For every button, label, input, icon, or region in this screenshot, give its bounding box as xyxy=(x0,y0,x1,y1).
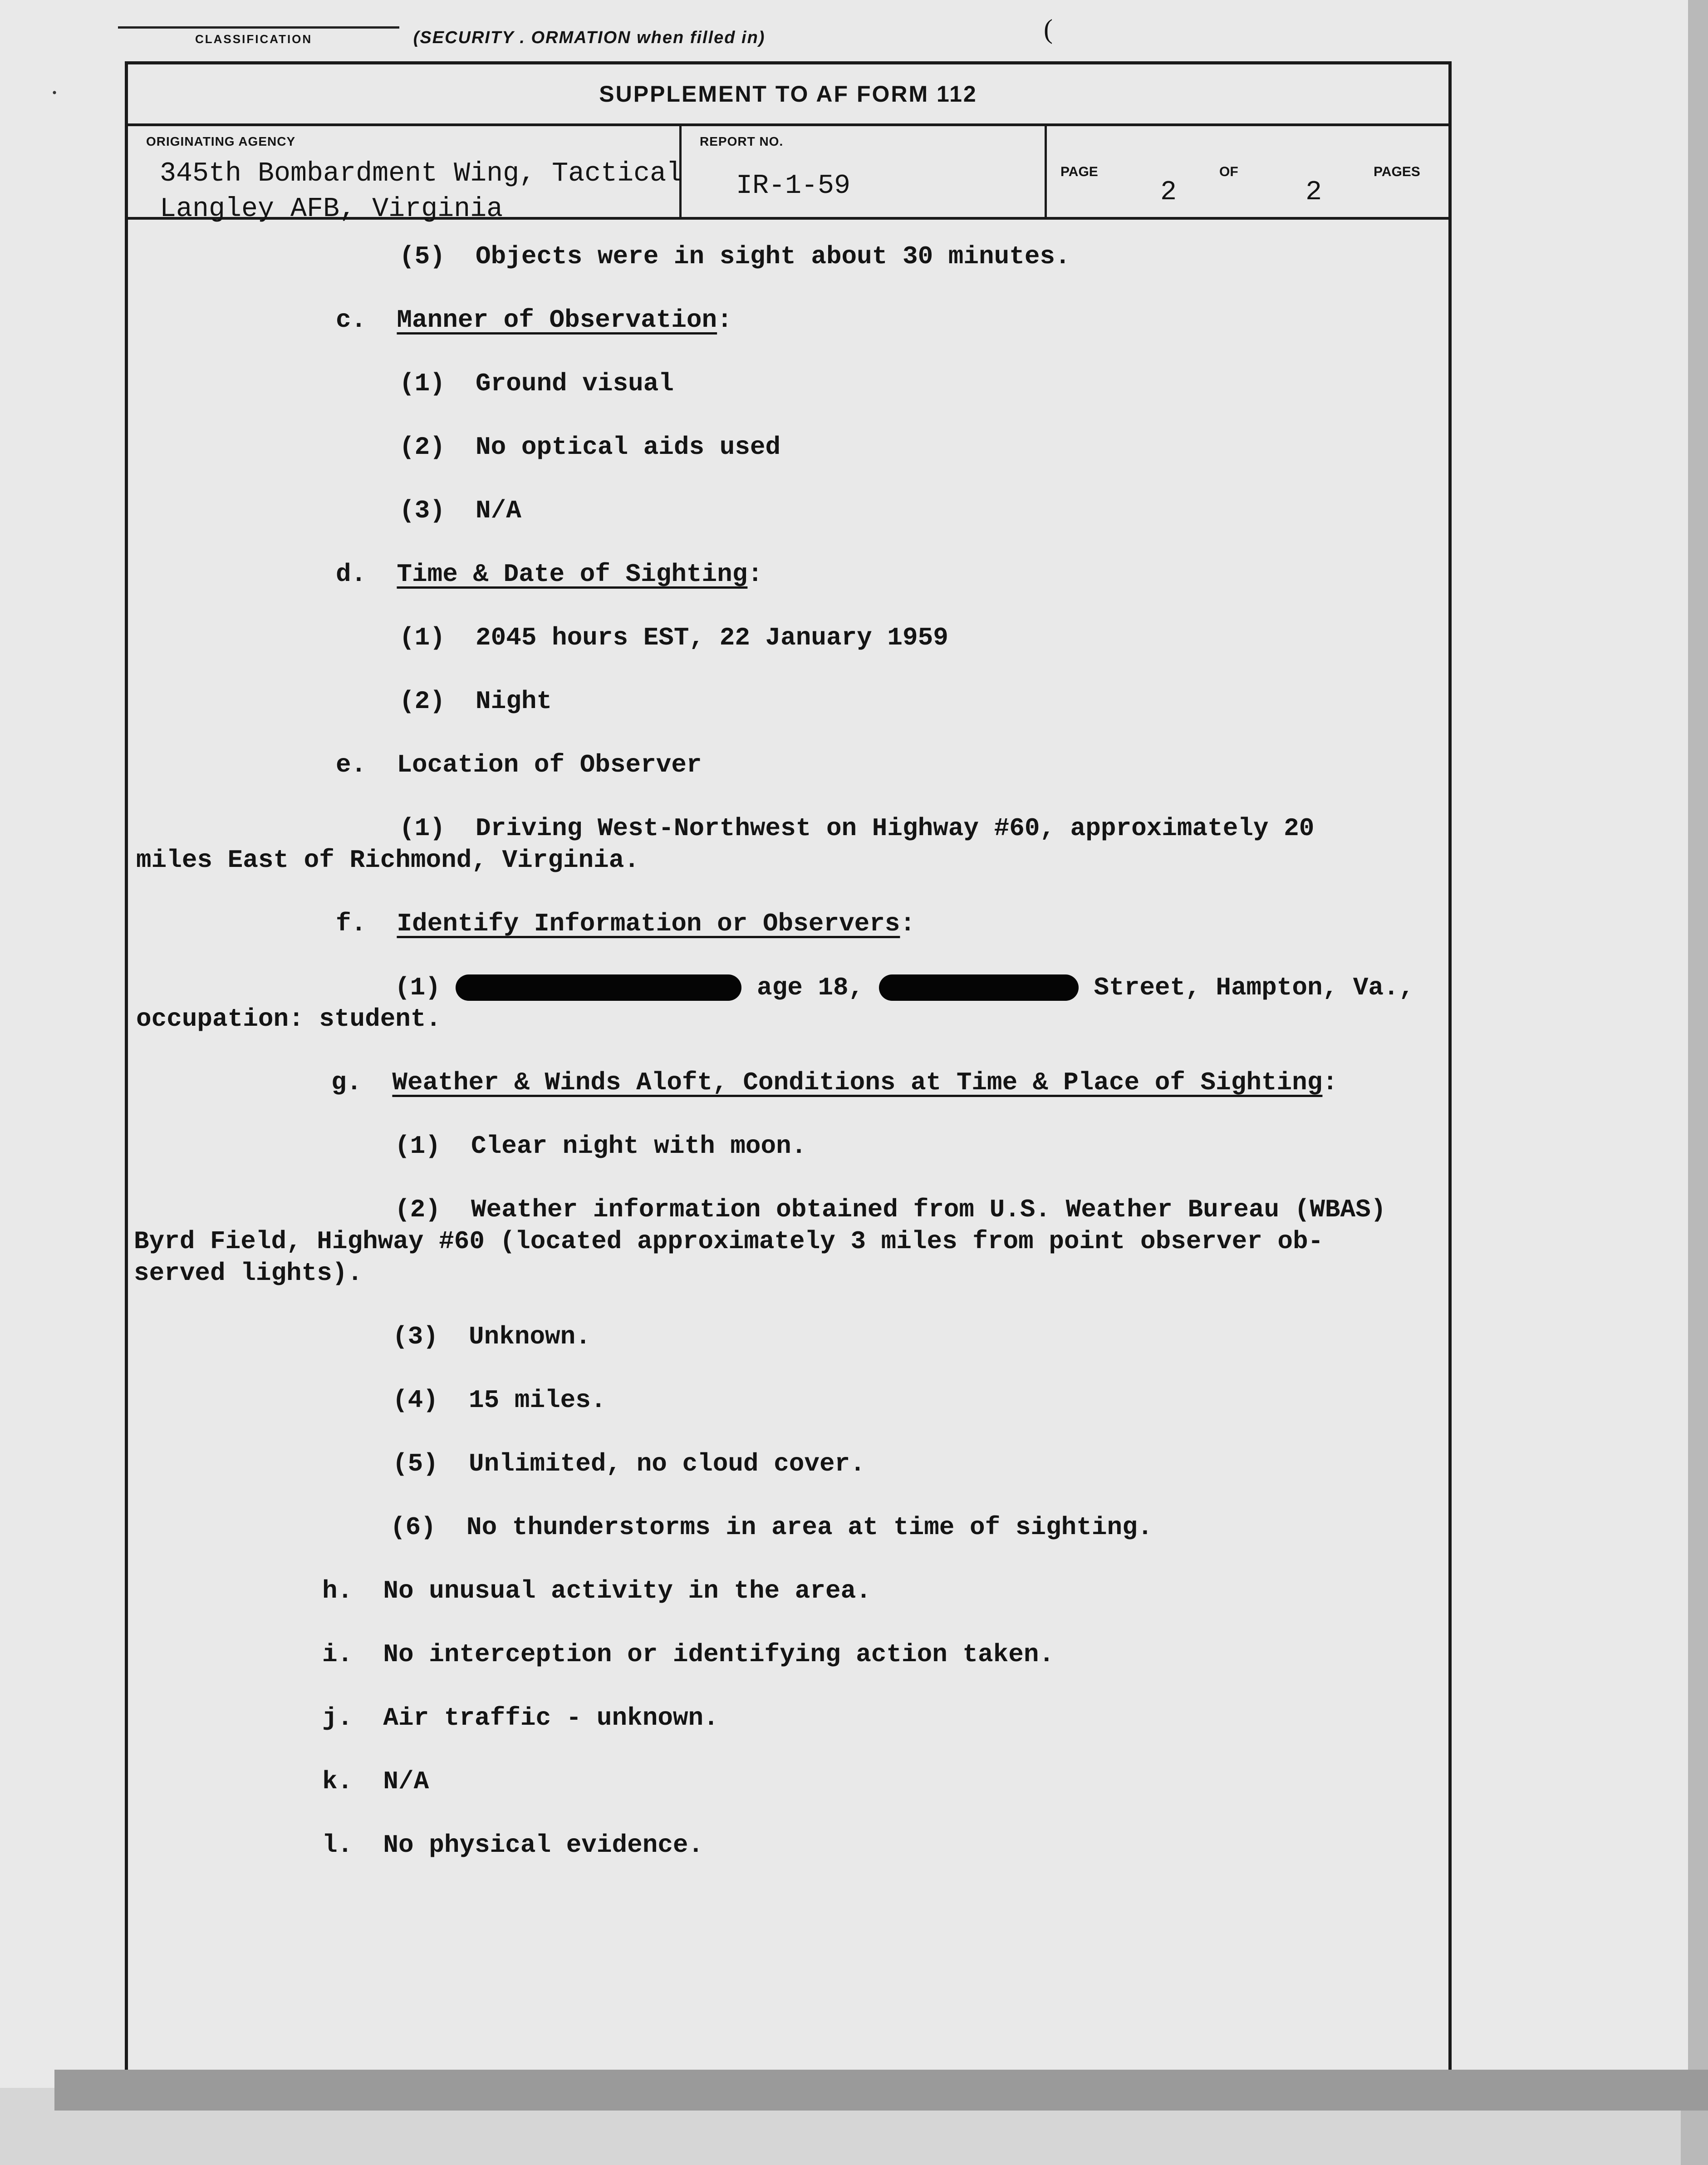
item-f1-street: Street, Hampton, Va., xyxy=(1094,973,1414,1002)
item-c3: (3) N/A xyxy=(399,496,521,525)
item-k: k. N/A xyxy=(322,1767,429,1796)
item-f1-age: age 18, xyxy=(757,973,864,1002)
item-e1-line1: (1) Driving West-Northwest on Highway #60, approximately 20 xyxy=(399,814,1315,843)
item-f1-line2: occupation: student. xyxy=(136,1004,442,1033)
stray-mark-left: · xyxy=(50,78,59,108)
section-d-heading: d. Time & Date of Sighting: xyxy=(336,560,763,589)
pages-label: PAGES xyxy=(1374,164,1420,179)
item-e1-line2: miles East of Richmond, Virginia. xyxy=(136,846,639,875)
item-d2: (2) Night xyxy=(399,687,552,716)
agency-line-1: 345th Bombardment Wing, Tactical xyxy=(160,158,683,189)
section-c-title: Manner of Observation xyxy=(397,305,717,335)
item-g1: (1) Clear night with moon. xyxy=(395,1132,807,1161)
item-g3: (3) Unknown. xyxy=(393,1322,591,1351)
item-g5: (5) Unlimited, no cloud cover. xyxy=(393,1449,865,1478)
section-g-letter: g. xyxy=(331,1068,393,1097)
item-g2-line1: (2) Weather information obtained from U.S. Weather Bureau (WBAS) xyxy=(395,1195,1386,1224)
item-h: h. No unusual activity in the area. xyxy=(322,1576,871,1605)
item-j: j. Air traffic - unknown. xyxy=(322,1703,719,1732)
form-title: SUPPLEMENT TO AF FORM 112 xyxy=(128,64,1448,126)
item-g2-line2: Byrd Field, Highway #60 (located approximately 3 miles from point observer ob- xyxy=(134,1227,1324,1256)
section-g-title: Weather & Winds Aloft, Conditions at Time & Place of Sighting xyxy=(392,1068,1323,1097)
section-d-title: Time & Date of Sighting xyxy=(397,560,748,589)
originating-agency-value xyxy=(160,156,682,227)
section-e-heading: e. Location of Observer xyxy=(336,750,702,779)
security-note: (SECURITY . ORMATION when filled in) xyxy=(413,28,766,47)
security-header xyxy=(195,28,765,48)
total-pages: 2 xyxy=(1306,177,1322,208)
section-f-heading: f. Identify Information or Observers: xyxy=(336,909,916,938)
redacted-address xyxy=(879,974,1079,1001)
section-g-heading: g. Weather & Winds Aloft, Conditions at Time & Place of Sighting: xyxy=(331,1068,1338,1097)
stray-mark: ( xyxy=(1044,14,1053,44)
scan-shadow-bottom xyxy=(54,2070,1708,2111)
section-f-letter: f. xyxy=(336,909,397,938)
item-d1: (1) 2045 hours EST, 22 January 1959 xyxy=(399,623,948,652)
page-cell xyxy=(1047,126,1448,217)
item-f1-line1 xyxy=(395,974,1414,1001)
item-l: l. No physical evidence. xyxy=(322,1830,704,1860)
item-c2: (2) No optical aids used xyxy=(399,433,781,462)
item-i: i. No interception or identifying action taken. xyxy=(322,1640,1055,1669)
section-d-letter: d. xyxy=(336,560,397,589)
section-c-heading: c. Manner of Observation: xyxy=(336,305,732,335)
form-info-row xyxy=(128,126,1448,225)
item-b5: (5) Objects were in sight about 30 minutes. xyxy=(399,242,1070,271)
report-no-label: REPORT NO. xyxy=(700,134,784,148)
item-g6: (6) No thunderstorms in area at time of sighting. xyxy=(390,1513,1153,1542)
of-label: OF xyxy=(1219,164,1238,179)
item-c1: (1) Ground visual xyxy=(399,369,674,398)
section-c-letter: c. xyxy=(336,305,397,335)
redacted-name xyxy=(456,974,741,1001)
originating-agency-label: ORIGINATING AGENCY xyxy=(146,134,296,148)
report-no-cell xyxy=(682,126,1047,217)
page-number: 2 xyxy=(1160,177,1177,208)
item-f1-number: (1) xyxy=(395,973,456,1002)
report-no-value: IR-1-59 xyxy=(736,171,851,202)
item-g4: (4) 15 miles. xyxy=(393,1386,606,1415)
agency-line-2: Langley AFB, Virginia xyxy=(160,194,503,225)
originating-agency-cell xyxy=(128,126,683,225)
classification-label: CLASSIFICATION xyxy=(195,32,313,46)
section-f-title: Identify Information or Observers xyxy=(397,909,900,938)
item-g2-line3: served lights). xyxy=(134,1259,363,1288)
page-label: PAGE xyxy=(1060,164,1098,179)
